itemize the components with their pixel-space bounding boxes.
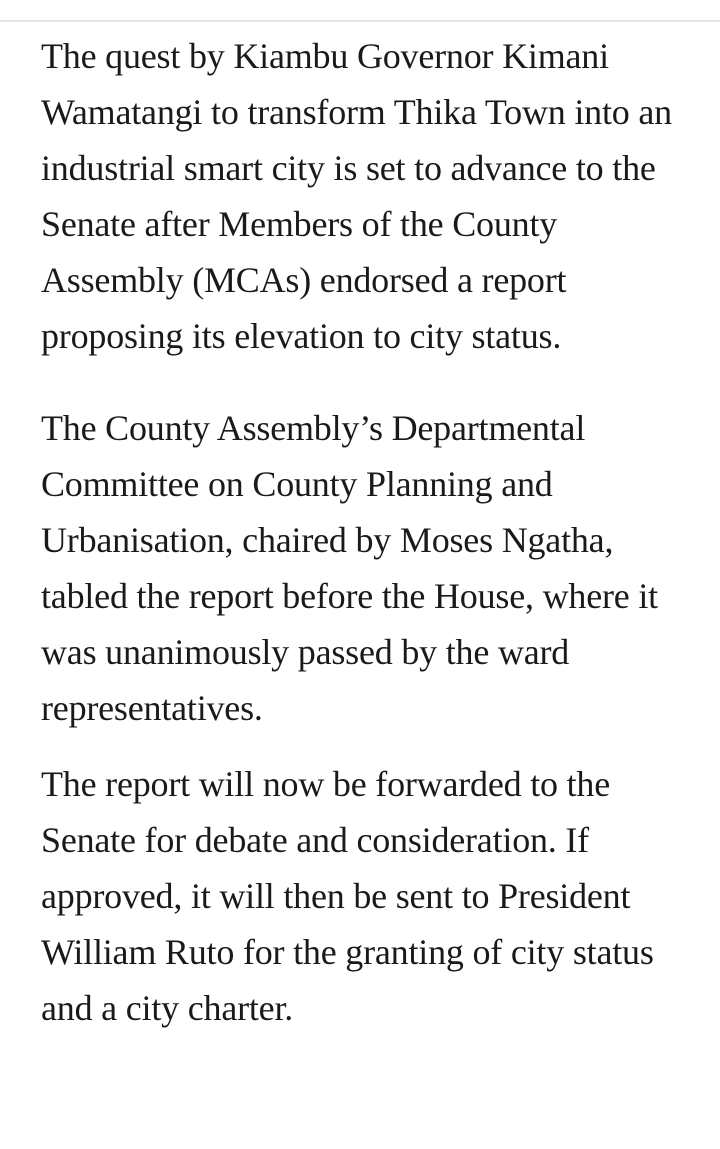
article-paragraph-3: The report will now be forwarded to the Senate for debate and consideration. If approved, it will then be sent to President William Ruto for the granting of city status and a city charter.: [41, 764, 654, 1028]
article-paragraph-2: The County Assembly’s Departmental Committee on County Planning and Urbanisation, chaired by Moses Ngatha, tabled the report before the House, where it was unanimously passed by the ward representatives.: [41, 408, 658, 728]
top-divider: [0, 20, 720, 22]
article-body: [41, 28, 691, 1036]
article-paragraph-1: The quest by Kiambu Governor Kimani Wamatangi to transform Thika Town into an industrial smart city is set to advance to the Senate after Members of the County Assembly (MCAs) endorsed a report proposing its elevation to city status.: [41, 36, 672, 356]
